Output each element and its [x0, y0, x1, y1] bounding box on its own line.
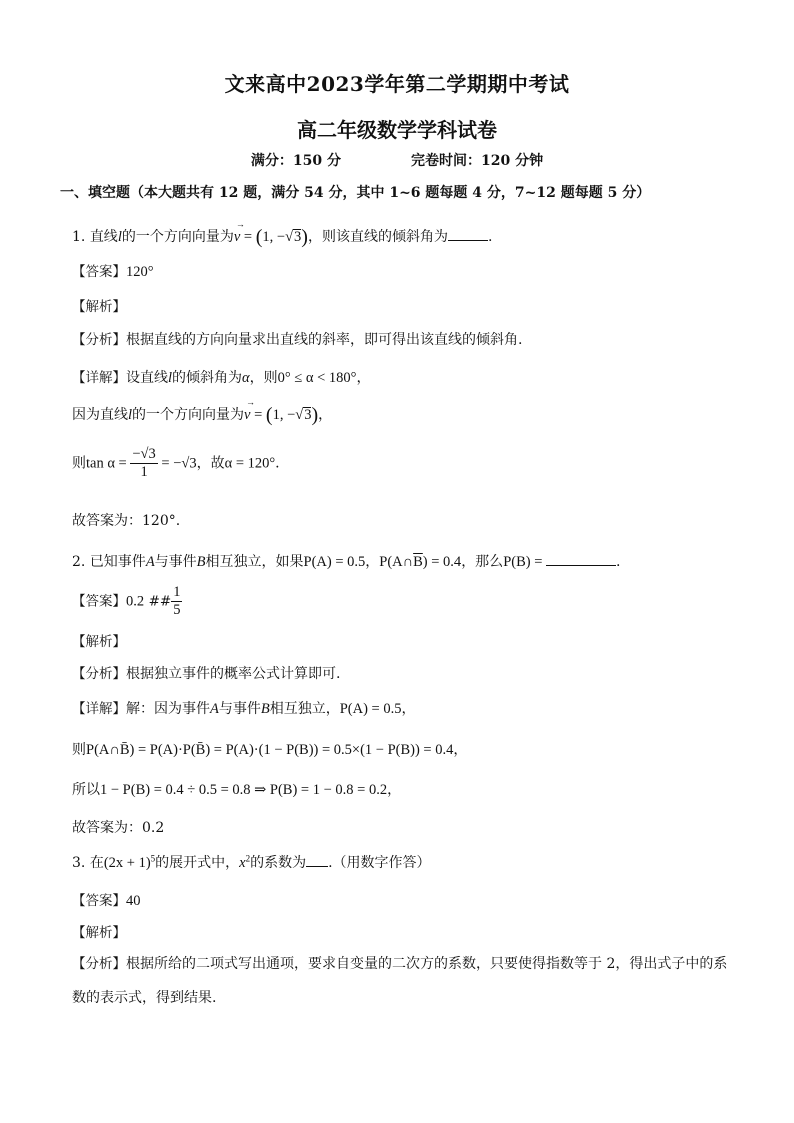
q1-line3-end: .	[275, 455, 280, 472]
q1-detail-line3	[72, 446, 280, 481]
q1-text-c: ，则该直线的倾斜角为	[307, 229, 448, 245]
q2-line2-math: P(A∩B̄) = P(A)·P(B̄) = P(A)·(1 − P(B)) = 0.5×(1 − P(B)) = 0.4	[86, 742, 454, 758]
q3-expr-exp: 5	[150, 853, 156, 864]
q1-answer-value: 120°	[126, 264, 154, 280]
q2-detail-event-a: A	[210, 701, 219, 717]
q1-line3-eq: = −√3	[157, 455, 197, 472]
q2-answer-den: 5	[173, 602, 181, 618]
q2-detail-end: ，	[401, 701, 416, 717]
q2-text-a: 已知事件	[89, 554, 146, 570]
q3-text-a: 在	[89, 855, 104, 871]
q3-text-d: .（用数字作答）	[328, 855, 431, 871]
q2-final: 故答案为：0.2	[72, 820, 165, 836]
q2-pab-end: ) = 0.4	[422, 554, 462, 570]
detail-label-2: 【详解】	[72, 701, 126, 717]
section-heading: 一、填空题（本大题共有 12 题，满分 54 分，其中 1~6 题每题 4 分，7~12 题每题 5 分）	[60, 185, 651, 201]
detail-label: 【详解】	[72, 370, 126, 386]
q1-stem: 1. 直线l的一个方向向量为 → v = (1, −√3)，则该直线的倾斜角为 .	[72, 219, 493, 248]
q3-fenxi-line1	[72, 952, 727, 973]
exam-time: 完卷时间：120 分钟	[411, 153, 544, 169]
q3-number: 3.	[72, 855, 90, 871]
q1-detail-end: ，	[356, 370, 371, 386]
exam-title: 文来高中2023学年第二学期期中考试	[224, 72, 570, 96]
q1-fenxi	[72, 328, 522, 349]
q2-detail-c: 相互独立，	[269, 701, 340, 717]
q2-event-b: B	[196, 554, 206, 570]
q1-eq: =	[240, 229, 256, 245]
q3-fenxi-text-1: 根据所给的二项式写出通项，要求自变量的二次方的系数，只要使得指数等于 2，得出式子中的系	[126, 956, 728, 972]
exam-meta	[0, 150, 794, 170]
q1-vec-one: 1, −	[262, 229, 286, 245]
q1-line2-a: 因为直线	[72, 407, 128, 423]
q3-answer	[72, 889, 141, 910]
q1-line2-b: 的一个方向向量为	[132, 407, 245, 423]
q2-answer-a: 0.2	[126, 593, 145, 610]
q1-line2-end: ，	[318, 407, 333, 423]
q2-line3-end: ，	[387, 782, 402, 798]
q2-fenxi-text: 根据独立事件的概率公式计算即可.	[126, 666, 341, 682]
q1-line2-paren-close: )	[311, 404, 319, 426]
q2-answer	[72, 584, 182, 619]
q1-analysis-label: 【解析】	[72, 299, 126, 315]
q2-answer-num: 1	[173, 584, 181, 600]
q1-line3-a: 则	[72, 455, 86, 472]
q1-detail-l: l	[168, 370, 173, 386]
q1-detail-range: 0° ≤ α < 180°	[277, 370, 357, 386]
q1-detail-c: ，则	[249, 370, 278, 386]
exam-subtitle: 高二年级数学学科试卷	[297, 118, 497, 142]
q2-line2-end: ，	[453, 742, 468, 758]
q1-detail-b: 的倾斜角为	[172, 370, 243, 386]
q1-line3-res: α = 120°	[224, 455, 276, 472]
q1-final: 故答案为：120°.	[72, 513, 181, 529]
q1-line2-paren-open: (	[265, 404, 273, 426]
vector-v-2: → v	[244, 397, 256, 423]
q1-number: 1.	[72, 229, 90, 245]
q2-analysis-label: 【解析】	[72, 634, 126, 650]
answer-label: 【答案】	[72, 264, 126, 280]
q2-detail-a: 解：因为事件	[126, 701, 210, 717]
q1-vec-sqrt: 3	[294, 229, 302, 245]
vector-v: → v	[233, 219, 245, 245]
q1-end: .	[487, 229, 493, 245]
q1-line2-sqrt: 3	[304, 407, 312, 423]
q1-fenxi-text: 根据直线的方向向量求出直线的斜率，即可得出该直线的倾斜角.	[126, 332, 523, 348]
q2-text-b: 与事件	[154, 554, 197, 570]
q3-analysis-label: 【解析】	[72, 925, 126, 941]
answer-label-3: 【答案】	[72, 893, 126, 909]
q1-detail-a: 设直线	[126, 370, 168, 386]
q3-x: x	[239, 855, 246, 871]
q2-pb: P(B) =	[503, 554, 547, 570]
q1-line3-tan: tan α =	[86, 455, 131, 472]
q2-text-c: 相互独立，如果	[205, 554, 304, 570]
answer-label-2: 【答案】	[72, 593, 126, 610]
q1-line2-eq: =	[250, 407, 266, 423]
q2-pa: P(A) = 0.5	[303, 554, 366, 570]
answer-blank-2	[546, 553, 616, 566]
fenxi-label: 【分析】	[72, 332, 126, 348]
q1-fraction	[130, 446, 157, 481]
q2-pab: P(A∩	[379, 554, 414, 570]
q1-text-b: 的一个方向向量为	[121, 229, 234, 245]
q2-end: .	[616, 554, 621, 570]
q3-answer-value: 40	[126, 893, 141, 909]
q1-frac-den: 1	[140, 464, 148, 480]
q1-paren-close: )	[301, 226, 308, 248]
q2-answer-fraction	[171, 584, 182, 619]
fenxi-label-2: 【分析】	[72, 666, 126, 682]
q1-line2-l: l	[128, 407, 133, 423]
q1-text-a: 直线	[89, 229, 118, 245]
q2-detail-event-b: B	[260, 701, 270, 717]
q1-line3-b: ，故	[196, 455, 225, 472]
q3-x-exp: 2	[245, 853, 251, 864]
q2-detail-pa: P(A) = 0.5	[339, 701, 402, 717]
q2-line2-a: 则	[72, 742, 86, 758]
q2-number: 2.	[72, 554, 90, 570]
q1-detail-line2: 因为直线l的一个方向向量为 → v = (1, −√3)，	[72, 397, 333, 426]
q3-stem	[72, 852, 431, 872]
q3-text-b: 的展开式中，	[155, 855, 240, 871]
q3-fenxi-line2: 数的表示式，得到结果.	[72, 990, 217, 1006]
q1-frac-num: −√3	[132, 446, 156, 462]
fenxi-label-3: 【分析】	[72, 956, 126, 972]
q3-expr: (2x + 1)	[103, 855, 151, 871]
q2-answer-sep: ##	[148, 593, 172, 610]
answer-blank	[448, 228, 488, 241]
q1-paren-open: (	[255, 226, 263, 248]
q2-detail-b: 与事件	[218, 701, 261, 717]
q2-stem	[72, 551, 620, 571]
q2-sep: ，	[365, 554, 380, 570]
q2-detail-line3	[72, 779, 401, 799]
full-score: 满分：150 分	[250, 153, 341, 169]
q2-detail-line2	[72, 739, 467, 759]
q2-line3-math: 1 − P(B) = 0.4 ÷ 0.5 = 0.8 ⇒ P(B) = 1 − 0.8 = 0.2	[100, 782, 388, 798]
q2-detail-line1	[72, 697, 415, 718]
q2-event-a: A	[145, 554, 155, 570]
q3-text-c: 的系数为	[250, 855, 307, 871]
q1-detail-line1	[72, 366, 371, 387]
q1-line2-one: 1, −	[272, 407, 296, 423]
q2-fenxi	[72, 662, 340, 683]
q2-pab-bar: $\overline{B}$	[413, 554, 423, 570]
q1-detail-alpha: α	[242, 370, 250, 386]
q1-var-l: l	[117, 229, 122, 245]
q2-line3-a: 所以	[72, 782, 100, 798]
q1-answer	[72, 260, 154, 281]
answer-blank-3	[306, 854, 328, 867]
q2-text-d: ，那么	[461, 554, 504, 570]
